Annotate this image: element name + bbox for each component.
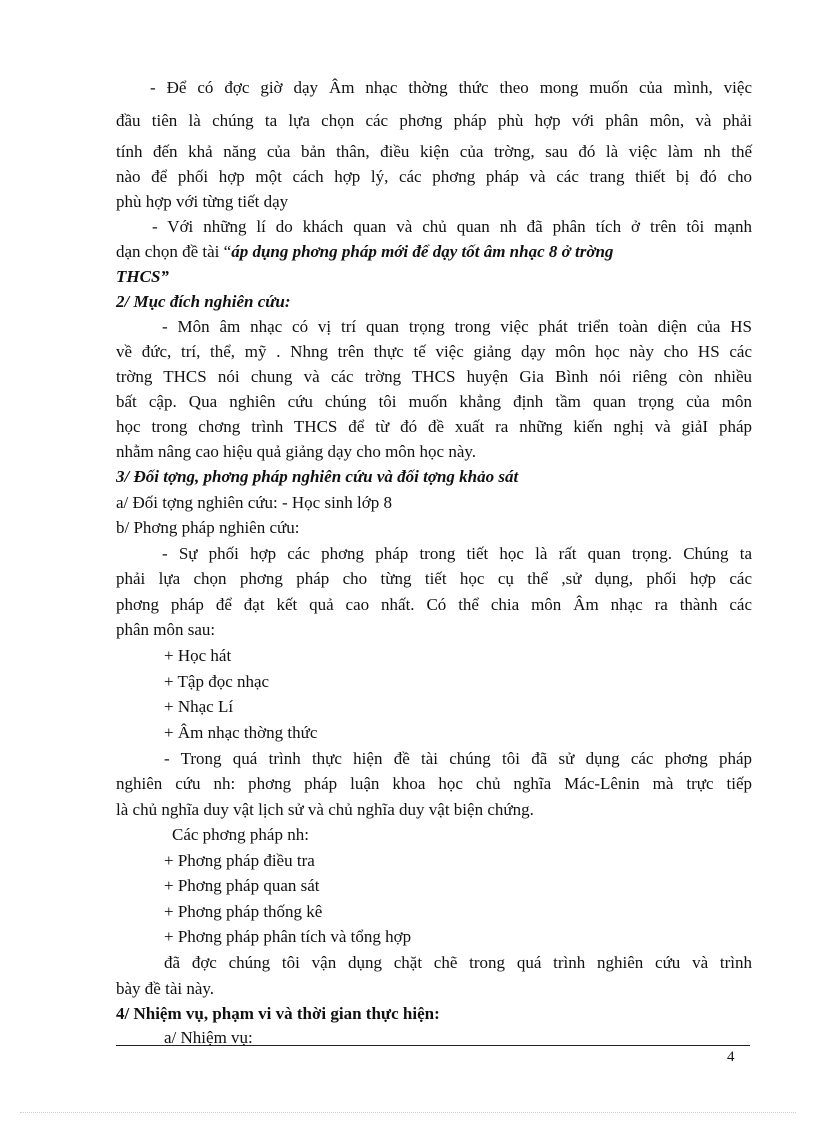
paragraph-line [116,241,752,263]
list-item: + Học hát [164,646,232,665]
paragraph-line: Các phơng pháp nh: [172,825,309,844]
list-item: + Tập đọc nhạc [164,672,270,691]
paragraph-line: a/ Nhiệm vụ: [164,1028,253,1047]
paragraph-line: phơng pháp để đạt kết quả cao nhất. Có thể chia môn Âm nhạc ra thành các [116,595,752,614]
paragraph-line: đã đợc chúng tôi vận dụng chặt chẽ trong quá trình nghiên cứu và trình [164,953,752,972]
paragraph-line: đầu tiên là chúng ta lựa chọn các phơng pháp phù hợp với phân môn, và phải [116,111,752,130]
paragraph-line: về đức, trí, thể, mỹ . Nhng trên thực tế việc giảng dạy môn học này cho HS các [116,342,752,361]
list-item: + Phơng pháp thống kê [164,902,323,921]
paragraph-line: - Với những lí do khách quan và chủ quan nh đã phân tích ở trên tôi mạnh [152,217,752,236]
paragraph-line: - Môn âm nhạc có vị trí quan trọng trong việc phát triển toàn diện của HS [162,317,752,336]
paragraph-text: dạn chọn đề tài “ [116,242,232,261]
footer-divider [116,1045,750,1046]
section-heading: 3/ Đối tợng, phơng pháp nghiên cứu và đối tợng khảo sát [116,467,519,486]
section-heading: 4/ Nhiệm vụ, phạm vi và thời gian thực hiện: [116,1004,440,1023]
paragraph-line: phân môn sau: [116,620,216,639]
paragraph-line: a/ Đối tợng nghiên cứu: - Học sinh lớp 8 [116,493,393,512]
paragraph-line: nhằm nâng cao hiệu quả giảng dạy cho môn học này. [116,442,477,461]
list-item: + Phơng pháp điều tra [164,851,315,870]
paragraph-line: nào để phối hợp một cách hợp lý, các phơng pháp và các trang thiết bị đó cho [116,167,752,186]
list-item: + Phơng pháp phân tích và tổng hợp [164,927,412,946]
list-item: + Âm nhạc thờng thức [164,723,318,742]
list-item: + Phơng pháp quan sát [164,876,320,895]
paragraph-line: nghiên cứu nh: phơng pháp luận khoa học chủ nghĩa Mác-Lênin mà trực tiếp [116,774,752,793]
topic-title: áp dụng phơng pháp mới để dạy tốt âm nhạc 8 ở trờng [231,242,614,261]
paragraph-line: bất cập. Qua nghiên cứu chúng tôi muốn khẳng định tầm quan trọng của môn [116,392,752,411]
paragraph-line: trờng THCS nói chung và các trờng THCS huyện Gia Bình nói riêng còn nhiều [116,367,752,386]
paragraph-line: b/ Phơng pháp nghiên cứu: [116,518,300,537]
paragraph-line: - Trong quá trình thực hiện đề tài chúng tôi đã sử dụng các phơng pháp [164,749,752,768]
paragraph-line: - Sự phối hợp các phơng pháp trong tiết học là rất quan trọng. Chúng ta [162,544,752,563]
page-number: 4 [727,1049,735,1065]
topic-title-end: THCS” [116,267,169,286]
section-heading: 2/ Mục đích nghiên cứu: [116,292,291,311]
paragraph-line: bày đề tài này. [116,979,215,998]
paragraph-line: - Để có đợc giờ dạy Âm nhạc thờng thức theo mong muốn của mình, việc [150,78,752,97]
paragraph-line: phù hợp với từng tiết dạy [116,192,289,211]
paragraph-line: là chủ nghĩa duy vật lịch sử và chủ nghĩa duy vật biện chứng. [116,800,534,819]
list-item: + Nhạc Lí [164,697,234,716]
page-edge-divider [20,1112,796,1113]
paragraph-line: tính đến khả năng của bản thân, điều kiện của trờng, sau đó là việc làm nh thế [116,142,752,161]
paragraph-line: phải lựa chọn phơng pháp cho từng tiết học cụ thể ,sử dụng, phối hợp các [116,569,752,588]
paragraph-line: học trong chơng trình THCS để từ đó đề xuất ra những kiến nghị và giảI pháp [116,417,752,436]
